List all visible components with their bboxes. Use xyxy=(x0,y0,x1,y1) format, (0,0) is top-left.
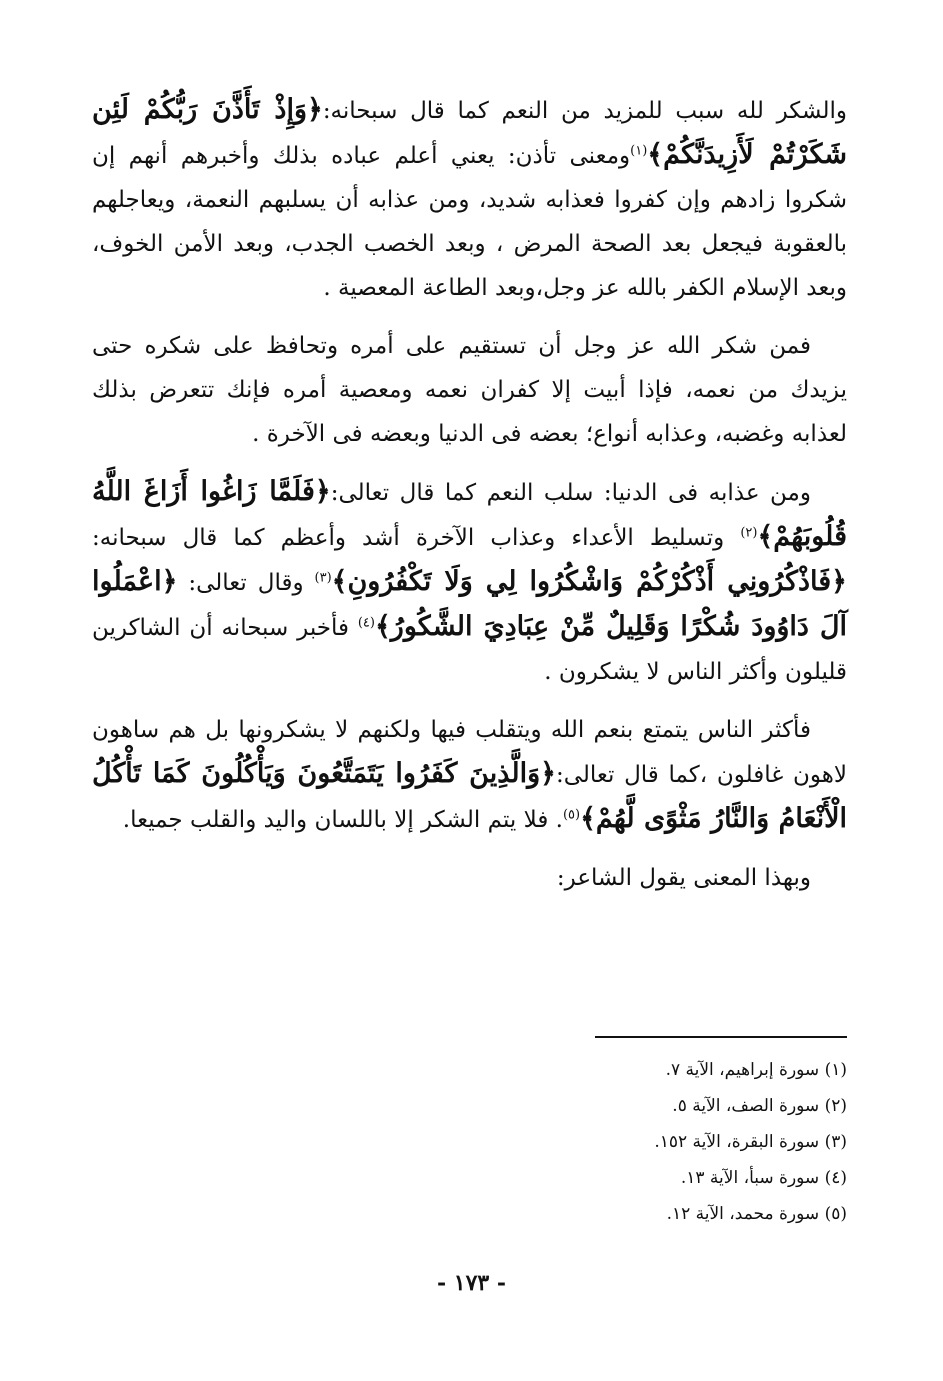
page-number: - ١٧٣ - xyxy=(436,1270,507,1296)
paragraph-3 xyxy=(92,470,847,694)
footnotes xyxy=(447,1052,847,1232)
quran-verse: ﴿وَإِذْ تَأَذَّنَ رَبُّكُمْ لَئِن شَكَرْتُمْ لَأَزِيدَنَّكُمْ﴾ xyxy=(92,94,847,170)
quran-verse: ﴿اعْمَلُوا آلَ دَاوُودَ شُكْرًا وَقَلِيلٌ مِّنْ عِبَادِيَ الشَّكُورُ﴾ xyxy=(92,566,848,642)
body-text: ومن عذابه فى الدنيا: سلب النعم كما قال تعالى: xyxy=(330,480,811,506)
paragraph-4 xyxy=(92,708,847,842)
body-text: فأكثر الناس يتمتع بنعم الله ويتقلب فيها ولكنهم لا يشكرونها بل هم ساهون لاهون غافلون ،كما قال تعالى: xyxy=(92,717,847,788)
footnote-2: (٢) سورة الصف، الآية ٥. xyxy=(672,1096,847,1116)
body-text: . فلا يتم الشكر إلا باللسان واليد والقلب جميعا. xyxy=(122,807,563,833)
footnote-5: (٥) سورة محمد، الآية ١٢. xyxy=(666,1204,847,1224)
footnote-reference: (٥) xyxy=(562,807,581,823)
body-text: وقال تعالى: xyxy=(177,570,315,596)
paragraph-5 xyxy=(92,856,847,900)
footnote-reference: (٢) xyxy=(740,525,758,541)
body-text: فمن شكر الله عز وجل أن تستقيم على أمره وتحافظ على شكره حتى يزيدك من نعمه، فإذا أبيت إلا كفران نعمه ومعصية أمره فإنك تتعرض بذلك لعذابه وغضبه، وعذابه أنواع؛ بعضه فى الدنيا وبعضه فى الآخرة . xyxy=(92,333,847,447)
footnote-1: (١) سورة إبراهيم، الآية ٧. xyxy=(665,1060,847,1080)
body-text: فأخبر سبحانه أن الشاكرين قليلون وأكثر الناس لا يشكرون . xyxy=(92,615,847,685)
quran-verse: ﴿وَالَّذِينَ كَفَرُوا يَتَمَتَّعُونَ وَيَأْكُلُونَ كَمَا تَأْكُلُ الْأَنْعَامُ وَالنَّارُ مَثْوًى لَّهُمْ﴾ xyxy=(92,758,847,834)
footnote-divider xyxy=(595,1036,847,1038)
body-text: والشكر لله سبب للمزيد من النعم كما قال سبحانه: xyxy=(322,98,847,124)
quran-verse: ﴿فَلَمَّا زَاغُوا أَزَاغَ اللَّهُ قُلُوبَهُمْ﴾ xyxy=(92,476,847,552)
footnote-reference: (١) xyxy=(630,143,648,159)
footnote-3: (٣) سورة البقرة، الآية ١٥٢. xyxy=(654,1132,847,1152)
body-text: وتسليط الأعداء وعذاب الآخرة أشد وأعظم كما قال سبحانه: xyxy=(92,525,741,551)
body-text: ومعنى تأذن: يعني أعلم عباده بذلك وأخبرهم أنهم إن شكروا زادهم وإن كفروا فعذابه شديد، ومن عذابه أن يسلبهم النعمة، ويعاجلهم بالعقوبة فيجعل بعد الصحة المرض ، وبعد الخصب الجدب، وبعد الأمن الخوف، وبعد الإسلام الكفر بالله عز وجل،وبعد الطاعة المعصية . xyxy=(92,143,847,301)
page-body xyxy=(92,88,847,914)
quran-verse: ﴿فَاذْكُرُونِي أَذْكُرْكُمْ وَاشْكُرُوا لِي وَلَا تَكْفُرُونِ﴾ xyxy=(331,566,847,597)
body-text: وبهذا المعنى يقول الشاعر: xyxy=(556,865,811,891)
footnote-reference: (٤) xyxy=(357,615,375,631)
paragraph-1 xyxy=(92,88,847,310)
footnote-reference: (٣) xyxy=(314,570,332,586)
paragraph-2 xyxy=(92,324,847,456)
footnote-4: (٤) سورة سبأ، الآية ١٣. xyxy=(680,1168,847,1188)
